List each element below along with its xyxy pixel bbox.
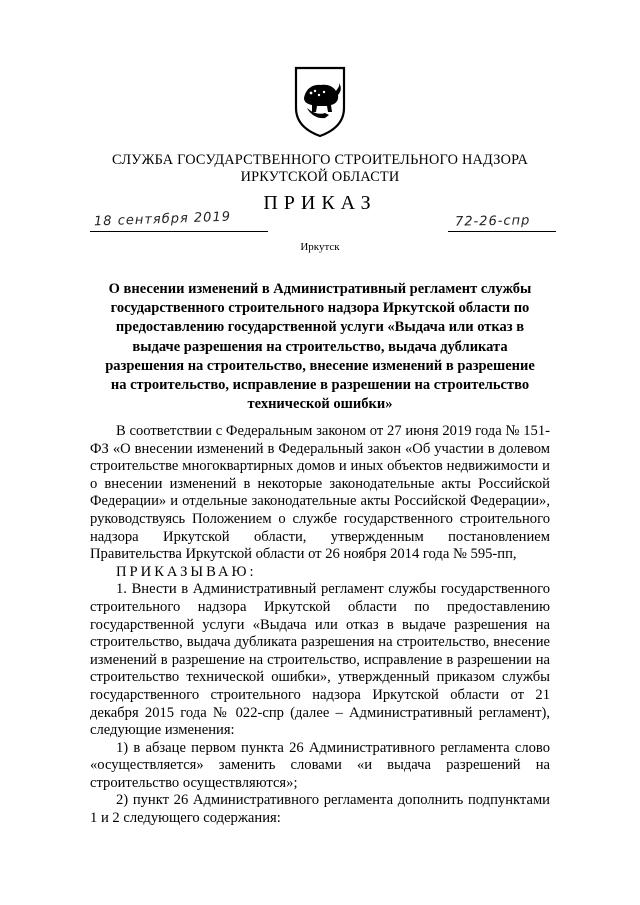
- item-1-paragraph: 1. Внести в Административный регламент службы государственного строительного надзора Иркутской области по предоставлению государственной услуги «Выдача или отказ в выдаче разрешения на строительство, выдача дубликата разрешения на строительство, внесение изменений в разрешение на строительство, исправление в разрешении на строительство технической ошибки», утвержденный приказом службы государственного строительного надзора Иркутской области от 21 декабря 2015 года № 022-спр (далее – Административный регламент), следующие изменения:: [90, 581, 550, 739]
- handwritten-number: 72-26-спр: [454, 213, 531, 230]
- city: Иркутск: [300, 241, 340, 253]
- organization-region: ИРКУТСКОЙ ОБЛАСТИ: [240, 169, 400, 185]
- date-line: [90, 231, 268, 232]
- document-subject: О внесении изменений в Административный регламент службы государственного строительного надзора Иркутской области по предоставлению государственной услуги «Выдача или отказ в выдаче разрешения на строительство, выдача дубликата разрешения на строительство, внесение изменений в разрешение на строительство, исправление в разрешении на строительство технической ошибки»: [105, 281, 535, 413]
- preamble-paragraph: В соответствии с Федеральным законом от 27 июня 2019 года № 151-ФЗ «О внесении изменений в Федеральный закон «Об участии в долевом строительстве многоквартирных домов и иных объектов недвижимости и о внесении изменений в некоторые законодательные акты Российской Федерации» и отдельные законодательные акты Российской Федерации», руководствуясь Положением о службе государственного строительного надзора Иркутской области, утвержденным постановлением Правительства Иркутской области от 26 ноября 2014 года № 595-пп,: [90, 423, 550, 563]
- subitem-2-paragraph: 2) пункт 26 Административного регламента дополнить подпунктами 1 и 2 следующего содержания:: [90, 792, 550, 827]
- document-type: ПРИКАЗ: [263, 192, 377, 214]
- document-body: [90, 423, 550, 828]
- subitem-1-paragraph: 1) в абзаце первом пункта 26 Административного регламента слово «осуществляется» заменить словами «и выдача разрешений на строительство осуществляются»;: [90, 739, 550, 791]
- coat-of-arms-icon: [291, 64, 349, 138]
- number-line: [448, 231, 556, 232]
- handwritten-date: 18 сентября 2019: [93, 209, 232, 230]
- order-word: ПРИКАЗЫВАЮ:: [116, 563, 257, 580]
- organization-name: СЛУЖБА ГОСУДАРСТВЕННОГО СТРОИТЕЛЬНОГО НАДЗОРА: [111, 152, 529, 168]
